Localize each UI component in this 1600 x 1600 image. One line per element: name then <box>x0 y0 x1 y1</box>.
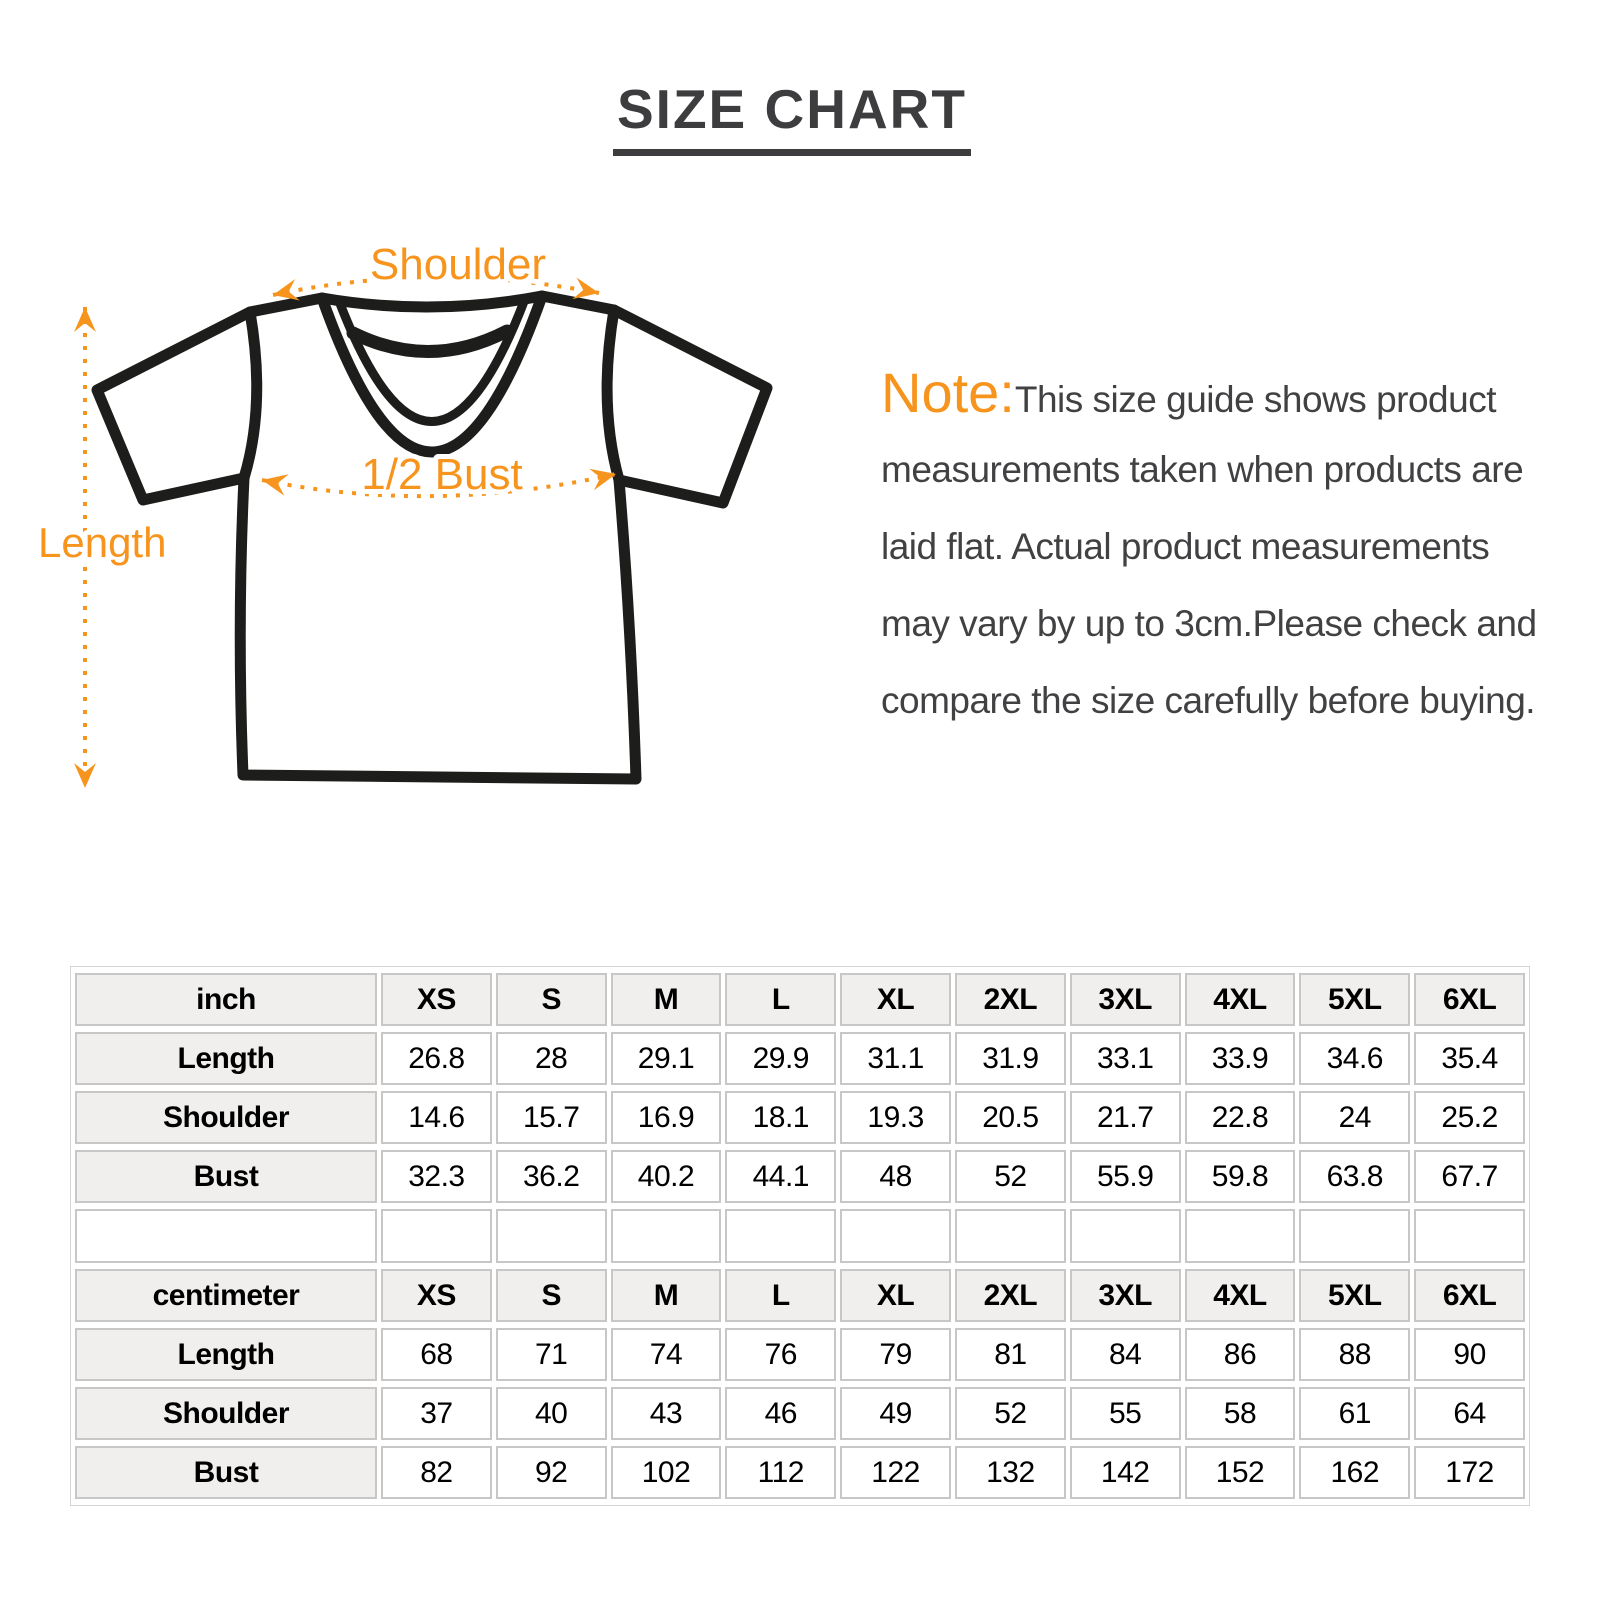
value-cell: 55.9 <box>1070 1150 1181 1203</box>
value-cell: 48 <box>840 1150 951 1203</box>
size-header-cell: XL <box>840 1269 951 1322</box>
value-cell: 22.8 <box>1185 1091 1296 1144</box>
value-cell: 59.8 <box>1185 1150 1296 1203</box>
value-cell: 86 <box>1185 1328 1296 1381</box>
value-cell: 132 <box>955 1446 1066 1499</box>
note-line: may vary by up to 3cm.Please check and <box>881 603 1537 644</box>
value-cell: 172 <box>1414 1446 1525 1499</box>
size-header-cell: 5XL <box>1299 1269 1410 1322</box>
value-cell: 67.7 <box>1414 1150 1525 1203</box>
value-cell: 92 <box>496 1446 607 1499</box>
shoulder-label: Shoulder <box>369 240 547 289</box>
value-cell: 28 <box>496 1032 607 1085</box>
value-cell: 44.1 <box>725 1150 836 1203</box>
unit-header-cell: inch <box>75 973 377 1026</box>
unit-header-row <box>75 1269 1525 1322</box>
size-header-cell: XS <box>381 1269 492 1322</box>
note-line: laid flat. Actual product measurements <box>881 526 1490 567</box>
value-cell: 162 <box>1299 1446 1410 1499</box>
value-cell: 63.8 <box>1299 1150 1410 1203</box>
value-cell: 33.9 <box>1185 1032 1296 1085</box>
spacer-cell <box>1070 1209 1181 1263</box>
value-cell: 25.2 <box>1414 1091 1525 1144</box>
measure-row <box>75 1150 1525 1203</box>
unit-header-row <box>75 973 1525 1026</box>
value-cell: 20.5 <box>955 1091 1066 1144</box>
size-header-cell: L <box>725 973 836 1026</box>
size-header-cell: S <box>496 973 607 1026</box>
value-cell: 32.3 <box>381 1150 492 1203</box>
value-cell: 33.1 <box>1070 1032 1181 1085</box>
spacer-cell <box>611 1209 722 1263</box>
measure-row <box>75 1091 1525 1144</box>
value-cell: 88 <box>1299 1328 1410 1381</box>
value-cell: 84 <box>1070 1328 1181 1381</box>
value-cell: 55 <box>1070 1387 1181 1440</box>
size-header-cell: XS <box>381 973 492 1026</box>
value-cell: 58 <box>1185 1387 1296 1440</box>
value-cell: 46 <box>725 1387 836 1440</box>
value-cell: 71 <box>496 1328 607 1381</box>
value-cell: 18.1 <box>725 1091 836 1144</box>
size-header-cell: M <box>611 973 722 1026</box>
size-header-cell: XL <box>840 973 951 1026</box>
value-cell: 74 <box>611 1328 722 1381</box>
value-cell: 142 <box>1070 1446 1181 1499</box>
value-cell: 122 <box>840 1446 951 1499</box>
value-cell: 152 <box>1185 1446 1296 1499</box>
measure-row <box>75 1032 1525 1085</box>
size-table-body <box>75 973 1525 1499</box>
note-line: measurements taken when products are <box>881 449 1524 490</box>
value-cell: 112 <box>725 1446 836 1499</box>
spacer-cell <box>725 1209 836 1263</box>
value-cell: 52 <box>955 1387 1066 1440</box>
row-label-cell: Bust <box>75 1446 377 1499</box>
size-header-cell: 2XL <box>955 973 1066 1026</box>
spacer-cell <box>496 1209 607 1263</box>
value-cell: 29.9 <box>725 1032 836 1085</box>
value-cell: 90 <box>1414 1328 1525 1381</box>
size-header-cell: 4XL <box>1185 1269 1296 1322</box>
page-title: SIZE CHART <box>613 82 971 156</box>
value-cell: 29.1 <box>611 1032 722 1085</box>
size-header-cell: 3XL <box>1070 973 1181 1026</box>
size-header-cell: 3XL <box>1070 1269 1181 1322</box>
value-cell: 19.3 <box>840 1091 951 1144</box>
spacer-cell <box>381 1209 492 1263</box>
row-label-cell: Length <box>75 1032 377 1085</box>
spacer-cell <box>75 1209 377 1263</box>
row-label-cell: Bust <box>75 1150 377 1203</box>
value-cell: 43 <box>611 1387 722 1440</box>
value-cell: 68 <box>381 1328 492 1381</box>
value-cell: 102 <box>611 1446 722 1499</box>
spacer-cell <box>1299 1209 1410 1263</box>
measure-row <box>75 1328 1525 1381</box>
note-text: This size guide shows product <box>1014 379 1496 420</box>
size-header-cell: M <box>611 1269 722 1322</box>
spacer-cell <box>1414 1209 1525 1263</box>
note-prefix: Note: <box>881 361 1015 424</box>
value-cell: 64 <box>1414 1387 1525 1440</box>
note-line: compare the size carefully before buying. <box>881 680 1536 721</box>
spacer-cell <box>1185 1209 1296 1263</box>
value-cell: 82 <box>381 1446 492 1499</box>
spacer-row <box>75 1209 1525 1263</box>
tshirt-outline-drawing <box>97 296 767 779</box>
note-line <box>881 354 1541 431</box>
size-header-cell: L <box>725 1269 836 1322</box>
value-cell: 24 <box>1299 1091 1410 1144</box>
tshirt-measurement-diagram <box>30 225 830 875</box>
value-cell: 61 <box>1299 1387 1410 1440</box>
measure-row <box>75 1446 1525 1499</box>
spacer-cell <box>955 1209 1066 1263</box>
value-cell: 76 <box>725 1328 836 1381</box>
value-cell: 79 <box>840 1328 951 1381</box>
value-cell: 49 <box>840 1387 951 1440</box>
value-cell: 31.9 <box>955 1032 1066 1085</box>
size-header-cell: 6XL <box>1414 1269 1525 1322</box>
spacer-cell <box>840 1209 951 1263</box>
size-header-cell: 5XL <box>1299 973 1410 1026</box>
value-cell: 81 <box>955 1328 1066 1381</box>
value-cell: 36.2 <box>496 1150 607 1203</box>
value-cell: 26.8 <box>381 1032 492 1085</box>
value-cell: 14.6 <box>381 1091 492 1144</box>
value-cell: 16.9 <box>611 1091 722 1144</box>
value-cell: 52 <box>955 1150 1066 1203</box>
row-label-cell: Shoulder <box>75 1091 377 1144</box>
unit-header-cell: centimeter <box>75 1269 377 1322</box>
value-cell: 37 <box>381 1387 492 1440</box>
row-label-cell: Length <box>75 1328 377 1381</box>
size-header-cell: 4XL <box>1185 973 1296 1026</box>
size-header-cell: 6XL <box>1414 973 1525 1026</box>
note-block <box>881 354 1541 739</box>
measure-row <box>75 1387 1525 1440</box>
row-label-cell: Shoulder <box>75 1387 377 1440</box>
size-header-cell: 2XL <box>955 1269 1066 1322</box>
size-table <box>70 966 1530 1506</box>
bust-label: 1/2 Bust <box>361 450 523 499</box>
value-cell: 40 <box>496 1387 607 1440</box>
value-cell: 35.4 <box>1414 1032 1525 1085</box>
length-label: Length <box>38 519 167 566</box>
value-cell: 34.6 <box>1299 1032 1410 1085</box>
value-cell: 21.7 <box>1070 1091 1181 1144</box>
value-cell: 31.1 <box>840 1032 951 1085</box>
value-cell: 15.7 <box>496 1091 607 1144</box>
size-header-cell: S <box>496 1269 607 1322</box>
value-cell: 40.2 <box>611 1150 722 1203</box>
